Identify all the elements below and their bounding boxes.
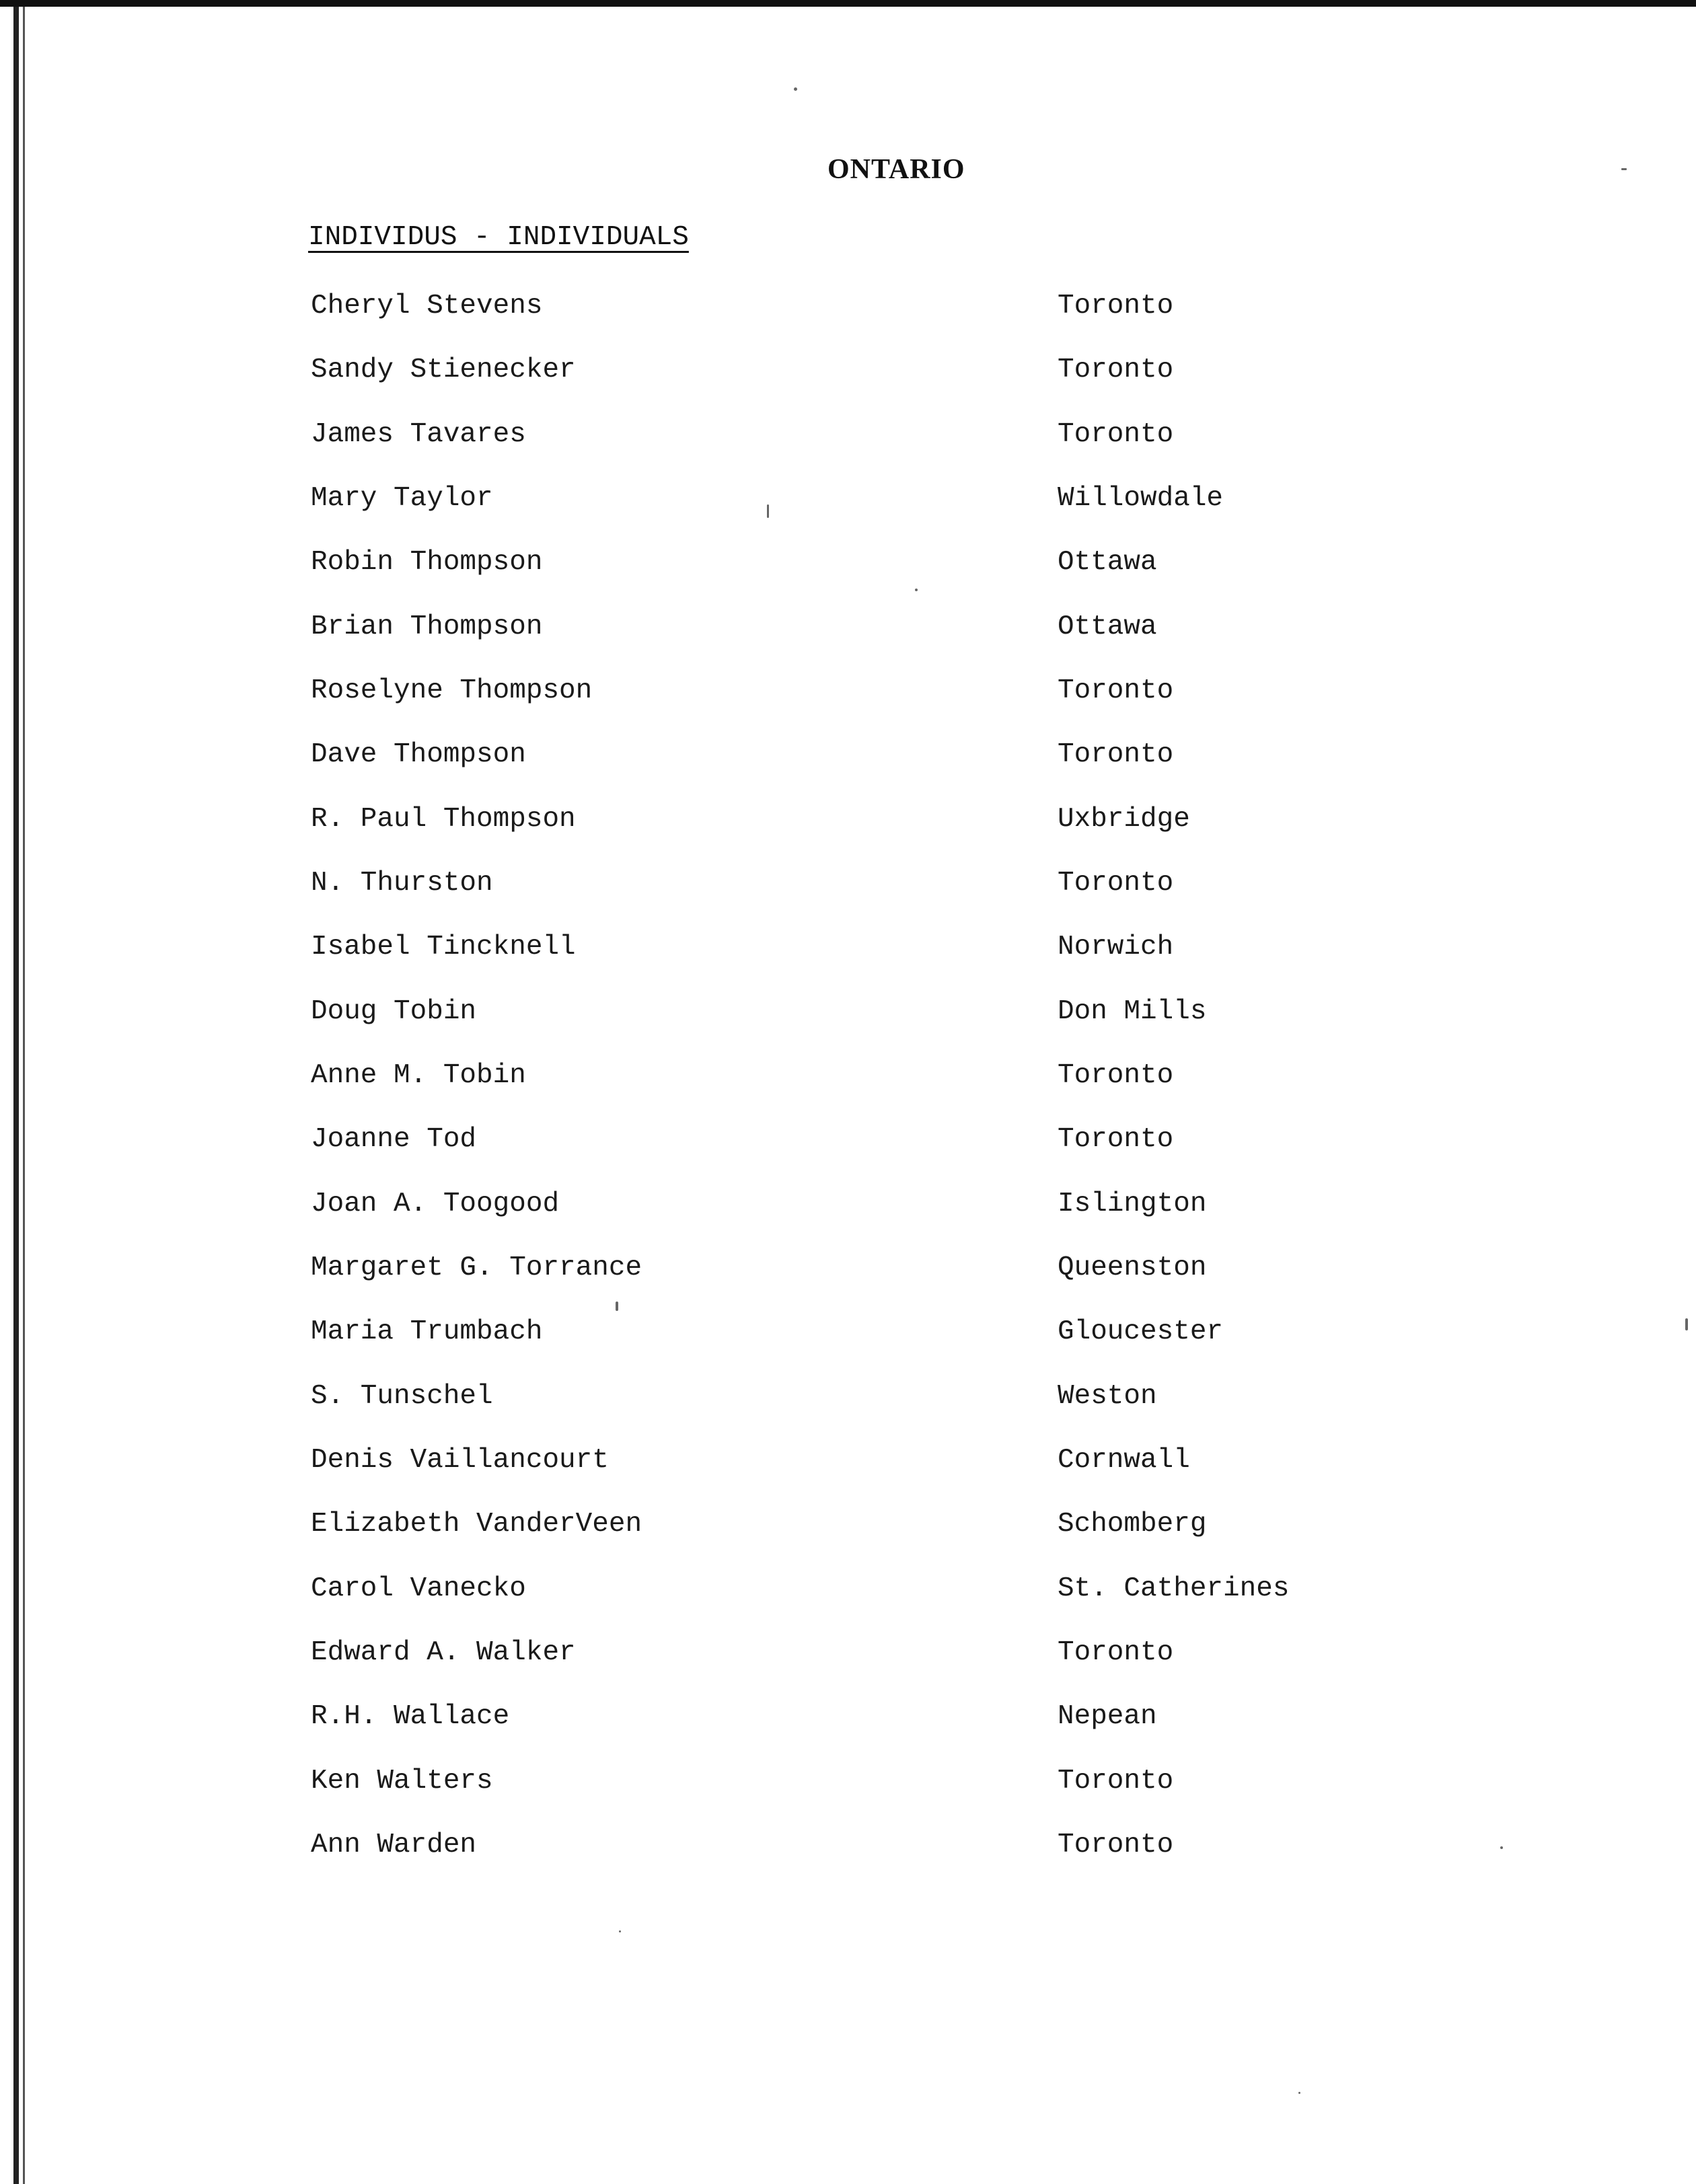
list-item xyxy=(0,483,1696,523)
entry-city: Islington xyxy=(1058,1189,1207,1219)
entry-city: Toronto xyxy=(1058,675,1174,706)
entry-name: Margaret G. Torrance xyxy=(311,1252,642,1283)
list-item xyxy=(0,1252,1696,1293)
entry-city: Toronto xyxy=(1058,1124,1174,1155)
entry-city: St. Catherines xyxy=(1058,1573,1290,1604)
entry-name: Brian Thompson xyxy=(311,611,543,642)
entry-city: Toronto xyxy=(1058,1637,1174,1668)
scan-speck xyxy=(1621,168,1627,170)
entry-name: Mary Taylor xyxy=(311,483,493,514)
list-item xyxy=(0,354,1696,395)
entry-name: Joan A. Toogood xyxy=(311,1189,560,1219)
scan-speck xyxy=(1298,2092,1300,2094)
entry-name: Cheryl Stevens xyxy=(311,291,543,322)
entry-name: Carol Vanecko xyxy=(311,1573,526,1604)
entry-city: Norwich xyxy=(1058,932,1174,963)
list-item xyxy=(0,419,1696,459)
entry-name: Edward A. Walker xyxy=(311,1637,576,1668)
scan-border-top xyxy=(0,0,1696,7)
list-item xyxy=(0,1445,1696,1485)
list-item xyxy=(0,868,1696,908)
page-title: ONTARIO xyxy=(827,154,965,185)
list-item xyxy=(0,547,1696,587)
scan-speck xyxy=(619,1930,621,1932)
entry-name: Ken Walters xyxy=(311,1766,493,1797)
entry-name: Denis Vaillancourt xyxy=(311,1445,609,1476)
list-item xyxy=(0,291,1696,331)
entry-name: Isabel Tincknell xyxy=(311,932,576,963)
entry-city: Toronto xyxy=(1058,868,1174,899)
list-item xyxy=(0,611,1696,652)
entry-name: Elizabeth VanderVeen xyxy=(311,1509,642,1540)
entry-city: Toronto xyxy=(1058,354,1174,385)
list-item xyxy=(0,675,1696,716)
list-item xyxy=(0,1637,1696,1678)
entry-name: R. Paul Thompson xyxy=(311,804,576,835)
entry-name: Robin Thompson xyxy=(311,547,543,578)
list-item xyxy=(0,804,1696,844)
entry-city: Toronto xyxy=(1058,291,1174,322)
entry-city: Uxbridge xyxy=(1058,804,1190,835)
entry-name: R.H. Wallace xyxy=(311,1701,510,1732)
entry-city: Gloucester xyxy=(1058,1316,1224,1347)
entry-city: Nepean xyxy=(1058,1701,1157,1732)
entry-city: Schomberg xyxy=(1058,1509,1207,1540)
entry-name: S. Tunschel xyxy=(311,1381,493,1412)
list-item xyxy=(0,996,1696,1037)
scan-speck xyxy=(915,589,918,591)
entry-city: Don Mills xyxy=(1058,996,1207,1027)
scan-speck xyxy=(794,87,797,91)
entry-name: James Tavares xyxy=(311,419,526,450)
entry-city: Toronto xyxy=(1058,1060,1174,1091)
list-item xyxy=(0,1316,1696,1357)
entry-name: Anne M. Tobin xyxy=(311,1060,526,1091)
entry-name: Roselyne Thompson xyxy=(311,675,593,706)
entry-city: Ottawa xyxy=(1058,547,1157,578)
list-item xyxy=(0,1381,1696,1421)
list-item xyxy=(0,1060,1696,1100)
entry-city: Toronto xyxy=(1058,739,1174,770)
list-item xyxy=(0,1573,1696,1614)
list-item xyxy=(0,739,1696,780)
entry-name: Sandy Stienecker xyxy=(311,354,576,385)
list-item xyxy=(0,1766,1696,1806)
list-item xyxy=(0,1830,1696,1870)
entry-city: Weston xyxy=(1058,1381,1157,1412)
entry-city: Ottawa xyxy=(1058,611,1157,642)
section-heading: INDIVIDUS - INDIVIDUALS xyxy=(308,222,689,253)
entry-city: Toronto xyxy=(1058,1766,1174,1797)
list-item xyxy=(0,1189,1696,1229)
entry-name: Dave Thompson xyxy=(311,739,526,770)
entry-city: Toronto xyxy=(1058,419,1174,450)
entry-name: Maria Trumbach xyxy=(311,1316,543,1347)
list-item xyxy=(0,932,1696,972)
entry-city: Willowdale xyxy=(1058,483,1224,514)
entry-city: Cornwall xyxy=(1058,1445,1190,1476)
entry-name: Ann Warden xyxy=(311,1830,477,1860)
list-item xyxy=(0,1509,1696,1549)
entry-name: Joanne Tod xyxy=(311,1124,477,1155)
entry-city: Toronto xyxy=(1058,1830,1174,1860)
list-item xyxy=(0,1124,1696,1164)
entry-name: Doug Tobin xyxy=(311,996,477,1027)
scan-speck xyxy=(616,1302,618,1311)
entry-city: Queenston xyxy=(1058,1252,1207,1283)
entry-name: N. Thurston xyxy=(311,868,493,899)
list-item xyxy=(0,1701,1696,1741)
